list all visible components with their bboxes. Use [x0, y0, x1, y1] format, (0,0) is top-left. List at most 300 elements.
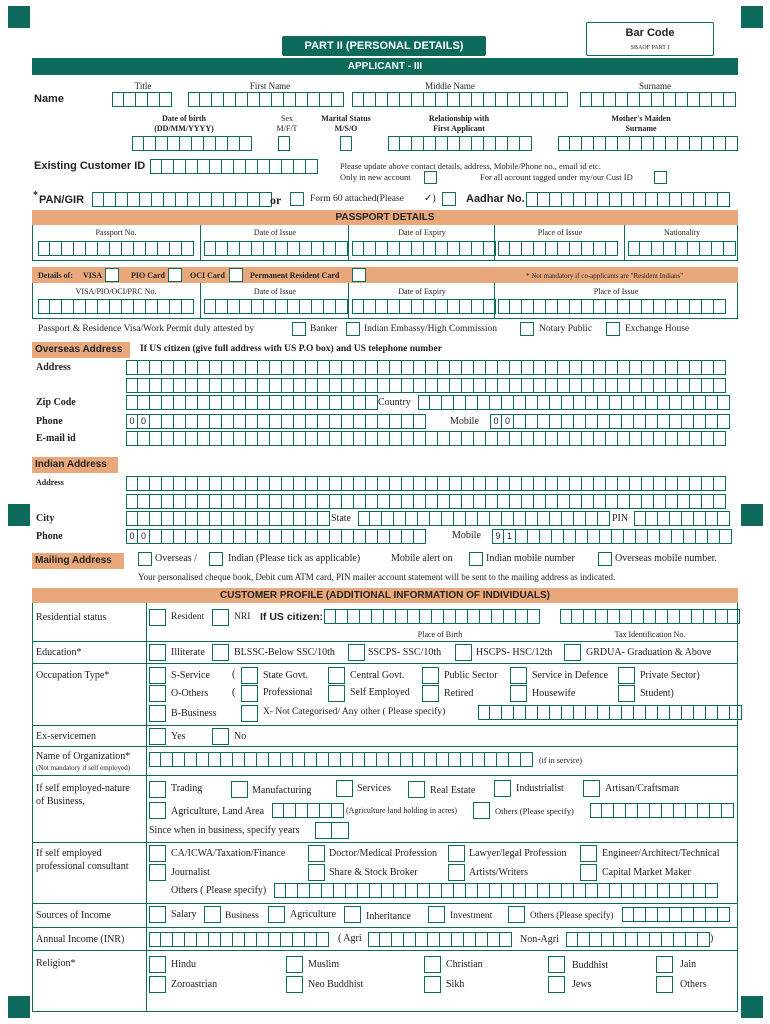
char-cell[interactable]	[210, 414, 222, 429]
passport-no-input[interactable]	[38, 241, 194, 256]
char-cell[interactable]	[342, 360, 354, 375]
char-cell[interactable]	[652, 92, 664, 107]
char-cell[interactable]	[138, 511, 150, 526]
mailing-overseas-checkbox[interactable]	[138, 552, 152, 566]
char-cell[interactable]	[658, 883, 670, 898]
char-cell[interactable]	[464, 932, 476, 947]
char-cell[interactable]	[186, 360, 198, 375]
ex-yes-checkbox[interactable]	[149, 728, 166, 745]
char-cell[interactable]	[240, 299, 252, 314]
char-cell[interactable]	[252, 241, 264, 256]
char-cell[interactable]	[116, 192, 128, 207]
char-cell[interactable]	[562, 511, 574, 526]
char-cell[interactable]	[389, 752, 401, 767]
char-cell[interactable]	[424, 241, 436, 256]
char-cell[interactable]	[516, 609, 528, 624]
engineer-checkbox[interactable]	[580, 845, 597, 862]
char-cell[interactable]	[636, 529, 648, 544]
char-cell[interactable]	[640, 241, 652, 256]
char-cell[interactable]	[332, 92, 344, 107]
sservice-checkbox[interactable]	[149, 667, 166, 684]
char-cell[interactable]	[378, 494, 390, 509]
char-cell[interactable]	[390, 494, 402, 509]
char-cell[interactable]	[294, 431, 306, 446]
char-cell[interactable]	[62, 299, 74, 314]
char-cell[interactable]	[258, 494, 270, 509]
char-cell[interactable]	[282, 395, 294, 410]
city-input[interactable]	[126, 511, 330, 526]
char-cell[interactable]	[466, 511, 478, 526]
char-cell[interactable]	[288, 299, 300, 314]
oothers-checkbox[interactable]	[149, 685, 166, 702]
char-cell[interactable]	[646, 395, 658, 410]
char-cell[interactable]	[462, 476, 474, 491]
char-cell[interactable]	[370, 883, 382, 898]
char-cell[interactable]	[152, 192, 164, 207]
char-cell[interactable]	[222, 511, 234, 526]
char-cell[interactable]	[606, 241, 618, 256]
char-cell[interactable]	[598, 414, 610, 429]
char-cell[interactable]	[722, 803, 734, 818]
char-cell[interactable]	[448, 92, 460, 107]
char-cell[interactable]	[472, 299, 484, 314]
char-cell[interactable]	[148, 92, 160, 107]
char-cell[interactable]	[182, 241, 194, 256]
char-cell[interactable]	[174, 476, 186, 491]
char-cell[interactable]	[86, 299, 98, 314]
char-cell[interactable]	[550, 395, 562, 410]
char-cell[interactable]	[365, 752, 377, 767]
char-cell[interactable]	[718, 511, 730, 526]
customer-id-input[interactable]	[150, 159, 318, 174]
char-cell[interactable]	[516, 529, 528, 544]
char-cell[interactable]	[534, 241, 546, 256]
char-cell[interactable]	[170, 299, 182, 314]
char-cell[interactable]	[509, 752, 521, 767]
char-cell[interactable]	[592, 92, 604, 107]
char-cell[interactable]	[594, 299, 606, 314]
char-cell[interactable]	[246, 395, 258, 410]
char-cell[interactable]	[306, 414, 318, 429]
notcat-specify-input[interactable]	[478, 705, 742, 720]
char-cell[interactable]	[378, 414, 390, 429]
char-cell[interactable]	[138, 395, 150, 410]
char-cell[interactable]	[622, 705, 634, 720]
char-cell[interactable]	[702, 360, 714, 375]
char-cell[interactable]	[449, 752, 461, 767]
char-cell[interactable]	[546, 494, 558, 509]
passport-nationality-input[interactable]	[628, 241, 736, 256]
char-cell[interactable]	[264, 241, 276, 256]
char-cell[interactable]	[426, 476, 438, 491]
char-cell[interactable]	[454, 395, 466, 410]
char-cell[interactable]	[520, 92, 532, 107]
char-cell[interactable]	[642, 136, 654, 151]
char-cell[interactable]	[436, 299, 448, 314]
char-cell[interactable]	[282, 529, 294, 544]
char-cell[interactable]	[186, 378, 198, 393]
char-cell[interactable]	[418, 395, 430, 410]
char-cell[interactable]	[104, 192, 116, 207]
char-cell[interactable]	[694, 883, 706, 898]
char-cell[interactable]	[682, 414, 694, 429]
char-cell[interactable]	[682, 395, 694, 410]
char-cell[interactable]	[306, 476, 318, 491]
char-cell[interactable]	[450, 360, 462, 375]
char-cell[interactable]	[312, 241, 324, 256]
char-cell[interactable]	[538, 705, 550, 720]
char-cell[interactable]	[128, 192, 140, 207]
char-cell[interactable]	[390, 476, 402, 491]
char-cell[interactable]	[340, 136, 352, 151]
char-cell[interactable]	[352, 241, 364, 256]
char-cell[interactable]	[606, 360, 618, 375]
others-prof-input[interactable]	[274, 883, 718, 898]
char-cell[interactable]	[234, 511, 246, 526]
char-cell[interactable]	[188, 192, 200, 207]
buddhist-checkbox[interactable]	[548, 956, 565, 973]
char-cell[interactable]	[718, 395, 730, 410]
char-cell[interactable]	[234, 395, 246, 410]
char-cell[interactable]	[284, 92, 296, 107]
annual-income-nonagri-input[interactable]	[566, 932, 710, 947]
indian-mobile-input[interactable]	[492, 529, 732, 544]
char-cell[interactable]	[694, 414, 706, 429]
neobuddhist-checkbox[interactable]	[286, 976, 303, 993]
char-cell[interactable]	[702, 378, 714, 393]
char-cell[interactable]	[162, 529, 174, 544]
char-cell[interactable]	[708, 529, 720, 544]
char-cell[interactable]	[414, 431, 426, 446]
char-cell[interactable]	[618, 299, 630, 314]
char-cell[interactable]	[706, 414, 718, 429]
char-cell[interactable]	[672, 529, 684, 544]
char-cell[interactable]	[680, 609, 692, 624]
char-cell[interactable]	[258, 414, 270, 429]
char-cell[interactable]	[642, 476, 654, 491]
char-cell[interactable]	[378, 431, 390, 446]
char-cell[interactable]	[358, 883, 370, 898]
char-cell[interactable]	[576, 529, 588, 544]
char-cell[interactable]	[718, 414, 730, 429]
char-cell[interactable]	[570, 476, 582, 491]
char-cell[interactable]	[209, 752, 221, 767]
inheritance-checkbox[interactable]	[344, 906, 361, 923]
char-cell[interactable]	[162, 476, 174, 491]
agri-land-input[interactable]	[272, 803, 344, 818]
char-cell[interactable]	[658, 907, 670, 922]
char-cell[interactable]	[354, 414, 366, 429]
char-cell[interactable]	[682, 907, 694, 922]
char-cell[interactable]	[216, 299, 228, 314]
char-cell[interactable]	[150, 431, 162, 446]
char-cell[interactable]	[270, 476, 282, 491]
char-cell[interactable]	[400, 92, 412, 107]
char-cell[interactable]	[400, 241, 412, 256]
artisan-checkbox[interactable]	[583, 780, 600, 797]
char-cell[interactable]	[704, 609, 716, 624]
char-cell[interactable]	[594, 360, 606, 375]
char-cell[interactable]	[520, 136, 532, 151]
char-cell[interactable]	[390, 431, 402, 446]
visa-issue-input[interactable]	[204, 299, 348, 314]
char-cell[interactable]	[594, 494, 606, 509]
char-cell[interactable]	[602, 803, 614, 818]
char-cell[interactable]	[498, 360, 510, 375]
char-cell[interactable]	[296, 803, 308, 818]
char-cell[interactable]	[394, 883, 406, 898]
char-cell[interactable]	[654, 136, 666, 151]
char-cell[interactable]	[174, 431, 186, 446]
char-cell[interactable]	[646, 705, 658, 720]
char-cell[interactable]	[650, 803, 662, 818]
char-cell[interactable]	[614, 932, 626, 947]
char-cell[interactable]	[282, 494, 294, 509]
char-cell[interactable]	[197, 752, 209, 767]
first-name-input[interactable]	[188, 92, 344, 107]
char-cell[interactable]	[342, 476, 354, 491]
char-cell[interactable]	[372, 609, 384, 624]
char-cell[interactable]	[546, 299, 558, 314]
tagged-account-checkbox[interactable]	[654, 171, 667, 184]
char-cell[interactable]	[714, 476, 726, 491]
char-cell[interactable]	[173, 932, 185, 947]
char-cell[interactable]	[149, 752, 161, 767]
char-cell[interactable]	[286, 883, 298, 898]
char-cell[interactable]	[126, 431, 138, 446]
char-cell[interactable]	[586, 192, 598, 207]
char-cell[interactable]	[158, 241, 170, 256]
stategovt-checkbox[interactable]	[241, 667, 258, 684]
char-cell[interactable]	[706, 192, 718, 207]
char-cell[interactable]	[478, 395, 490, 410]
char-cell[interactable]	[210, 395, 222, 410]
char-cell[interactable]	[448, 241, 460, 256]
char-cell[interactable]	[644, 609, 656, 624]
char-cell[interactable]	[246, 511, 258, 526]
char-cell[interactable]	[478, 705, 490, 720]
char-cell[interactable]	[498, 494, 510, 509]
char-cell[interactable]	[472, 92, 484, 107]
char-cell[interactable]	[630, 476, 642, 491]
aadhar-input[interactable]	[526, 192, 730, 207]
banker-checkbox[interactable]	[292, 322, 306, 336]
char-cell[interactable]	[132, 136, 144, 151]
char-cell[interactable]	[234, 360, 246, 375]
char-cell[interactable]	[522, 378, 534, 393]
char-cell[interactable]	[200, 92, 212, 107]
student-checkbox[interactable]	[618, 685, 635, 702]
char-cell[interactable]	[185, 932, 197, 947]
char-cell[interactable]	[690, 476, 702, 491]
char-cell[interactable]	[198, 529, 210, 544]
char-cell[interactable]	[150, 511, 162, 526]
pin-input[interactable]	[634, 511, 730, 526]
char-cell[interactable]	[474, 378, 486, 393]
char-cell[interactable]	[538, 511, 550, 526]
char-cell[interactable]	[454, 883, 466, 898]
char-cell[interactable]	[162, 378, 174, 393]
char-cell[interactable]	[186, 414, 198, 429]
char-cell[interactable]	[710, 803, 722, 818]
char-cell[interactable]	[222, 529, 234, 544]
char-cell[interactable]	[692, 609, 704, 624]
char-cell[interactable]	[676, 241, 688, 256]
char-cell[interactable]	[197, 932, 209, 947]
char-cell[interactable]	[460, 136, 472, 151]
char-cell[interactable]	[462, 360, 474, 375]
journalist-checkbox[interactable]	[149, 864, 166, 881]
char-cell[interactable]	[174, 414, 186, 429]
char-cell[interactable]	[222, 494, 234, 509]
char-cell[interactable]	[282, 360, 294, 375]
char-cell[interactable]	[606, 136, 618, 151]
char-cell[interactable]	[714, 431, 726, 446]
char-cell[interactable]	[634, 907, 646, 922]
char-cell[interactable]	[228, 136, 240, 151]
char-cell[interactable]	[702, 494, 714, 509]
char-cell[interactable]	[526, 511, 538, 526]
char-cell[interactable]	[714, 299, 726, 314]
char-cell[interactable]	[450, 494, 462, 509]
char-cell[interactable]	[622, 192, 634, 207]
defence-checkbox[interactable]	[510, 667, 527, 684]
char-cell[interactable]	[354, 529, 366, 544]
char-cell[interactable]	[329, 752, 341, 767]
char-cell[interactable]	[676, 92, 688, 107]
char-cell[interactable]	[138, 476, 150, 491]
char-cell[interactable]	[400, 136, 412, 151]
char-cell[interactable]	[610, 705, 622, 720]
char-cell[interactable]	[74, 299, 86, 314]
char-cell[interactable]	[510, 360, 522, 375]
char-cell[interactable]	[245, 932, 257, 947]
overseas-mobile-input[interactable]	[490, 414, 730, 429]
char-cell[interactable]	[204, 299, 216, 314]
char-cell[interactable]	[420, 609, 432, 624]
org-input[interactable]	[149, 752, 533, 767]
char-cell[interactable]	[276, 241, 288, 256]
char-cell[interactable]	[504, 609, 516, 624]
char-cell[interactable]	[620, 609, 632, 624]
char-cell[interactable]	[484, 299, 496, 314]
char-cell[interactable]	[354, 395, 366, 410]
char-cell[interactable]	[674, 803, 686, 818]
char-cell[interactable]	[612, 529, 624, 544]
char-cell[interactable]	[662, 803, 674, 818]
char-cell[interactable]	[204, 136, 216, 151]
char-cell[interactable]	[486, 494, 498, 509]
char-cell[interactable]	[594, 476, 606, 491]
char-cell[interactable]	[146, 241, 158, 256]
char-cell[interactable]	[134, 241, 146, 256]
char-cell[interactable]	[574, 192, 586, 207]
char-cell[interactable]	[413, 752, 425, 767]
char-cell[interactable]	[240, 241, 252, 256]
char-cell[interactable]	[330, 476, 342, 491]
char-cell[interactable]	[293, 932, 305, 947]
char-cell[interactable]	[186, 476, 198, 491]
char-cell[interactable]	[480, 609, 492, 624]
char-cell[interactable]	[634, 192, 646, 207]
char-cell[interactable]	[269, 752, 281, 767]
relationship-input[interactable]	[388, 136, 532, 151]
char-cell[interactable]	[306, 431, 318, 446]
lawyer-checkbox[interactable]	[448, 845, 465, 862]
char-cell[interactable]	[528, 529, 540, 544]
char-cell[interactable]	[670, 883, 682, 898]
doctor-checkbox[interactable]	[308, 845, 325, 862]
char-cell[interactable]	[628, 241, 640, 256]
salary-checkbox[interactable]	[149, 906, 166, 923]
char-cell[interactable]	[582, 494, 594, 509]
char-cell[interactable]	[438, 431, 450, 446]
char-cell[interactable]	[638, 932, 650, 947]
char-cell[interactable]	[728, 609, 740, 624]
char-cell[interactable]	[598, 192, 610, 207]
char-cell[interactable]	[502, 395, 514, 410]
char-cell[interactable]	[38, 241, 50, 256]
char-cell[interactable]	[461, 752, 473, 767]
char-cell[interactable]	[92, 192, 104, 207]
char-cell[interactable]	[658, 511, 670, 526]
char-cell[interactable]	[654, 360, 666, 375]
char-cell[interactable]	[658, 414, 670, 429]
char-cell[interactable]	[294, 529, 306, 544]
char-cell[interactable]	[126, 494, 138, 509]
char-cell[interactable]	[210, 360, 222, 375]
char-cell[interactable]	[176, 192, 188, 207]
char-cell[interactable]	[562, 414, 574, 429]
char-cell[interactable]	[630, 378, 642, 393]
char-cell[interactable]	[406, 883, 418, 898]
char-cell[interactable]	[400, 299, 412, 314]
indian-address-line2[interactable]	[126, 494, 726, 509]
passport-issue-input[interactable]	[204, 241, 348, 256]
char-cell[interactable]	[336, 241, 348, 256]
char-cell[interactable]	[678, 476, 690, 491]
char-cell[interactable]	[462, 378, 474, 393]
char-cell[interactable]	[156, 136, 168, 151]
sscps-checkbox[interactable]	[348, 644, 365, 661]
char-cell[interactable]	[450, 431, 462, 446]
char-cell[interactable]	[546, 360, 558, 375]
char-cell[interactable]	[562, 705, 574, 720]
char-cell[interactable]	[582, 241, 594, 256]
char-cell[interactable]	[252, 299, 264, 314]
char-cell[interactable]	[534, 476, 546, 491]
char-cell[interactable]	[498, 299, 510, 314]
char-cell[interactable]	[534, 299, 546, 314]
char-cell[interactable]	[558, 494, 570, 509]
char-cell[interactable]	[222, 360, 234, 375]
char-cell[interactable]	[188, 92, 200, 107]
char-cell[interactable]	[376, 299, 388, 314]
char-cell[interactable]	[478, 883, 490, 898]
char-cell[interactable]	[522, 476, 534, 491]
char-cell[interactable]	[534, 378, 546, 393]
char-cell[interactable]	[670, 395, 682, 410]
char-cell[interactable]	[698, 932, 710, 947]
char-cell[interactable]	[294, 414, 306, 429]
visa-expiry-input[interactable]	[352, 299, 496, 314]
char-cell[interactable]	[317, 932, 329, 947]
char-cell[interactable]	[354, 360, 366, 375]
char-cell[interactable]	[484, 92, 496, 107]
char-cell[interactable]	[236, 192, 248, 207]
char-cell[interactable]	[258, 511, 270, 526]
char-cell[interactable]	[652, 241, 664, 256]
